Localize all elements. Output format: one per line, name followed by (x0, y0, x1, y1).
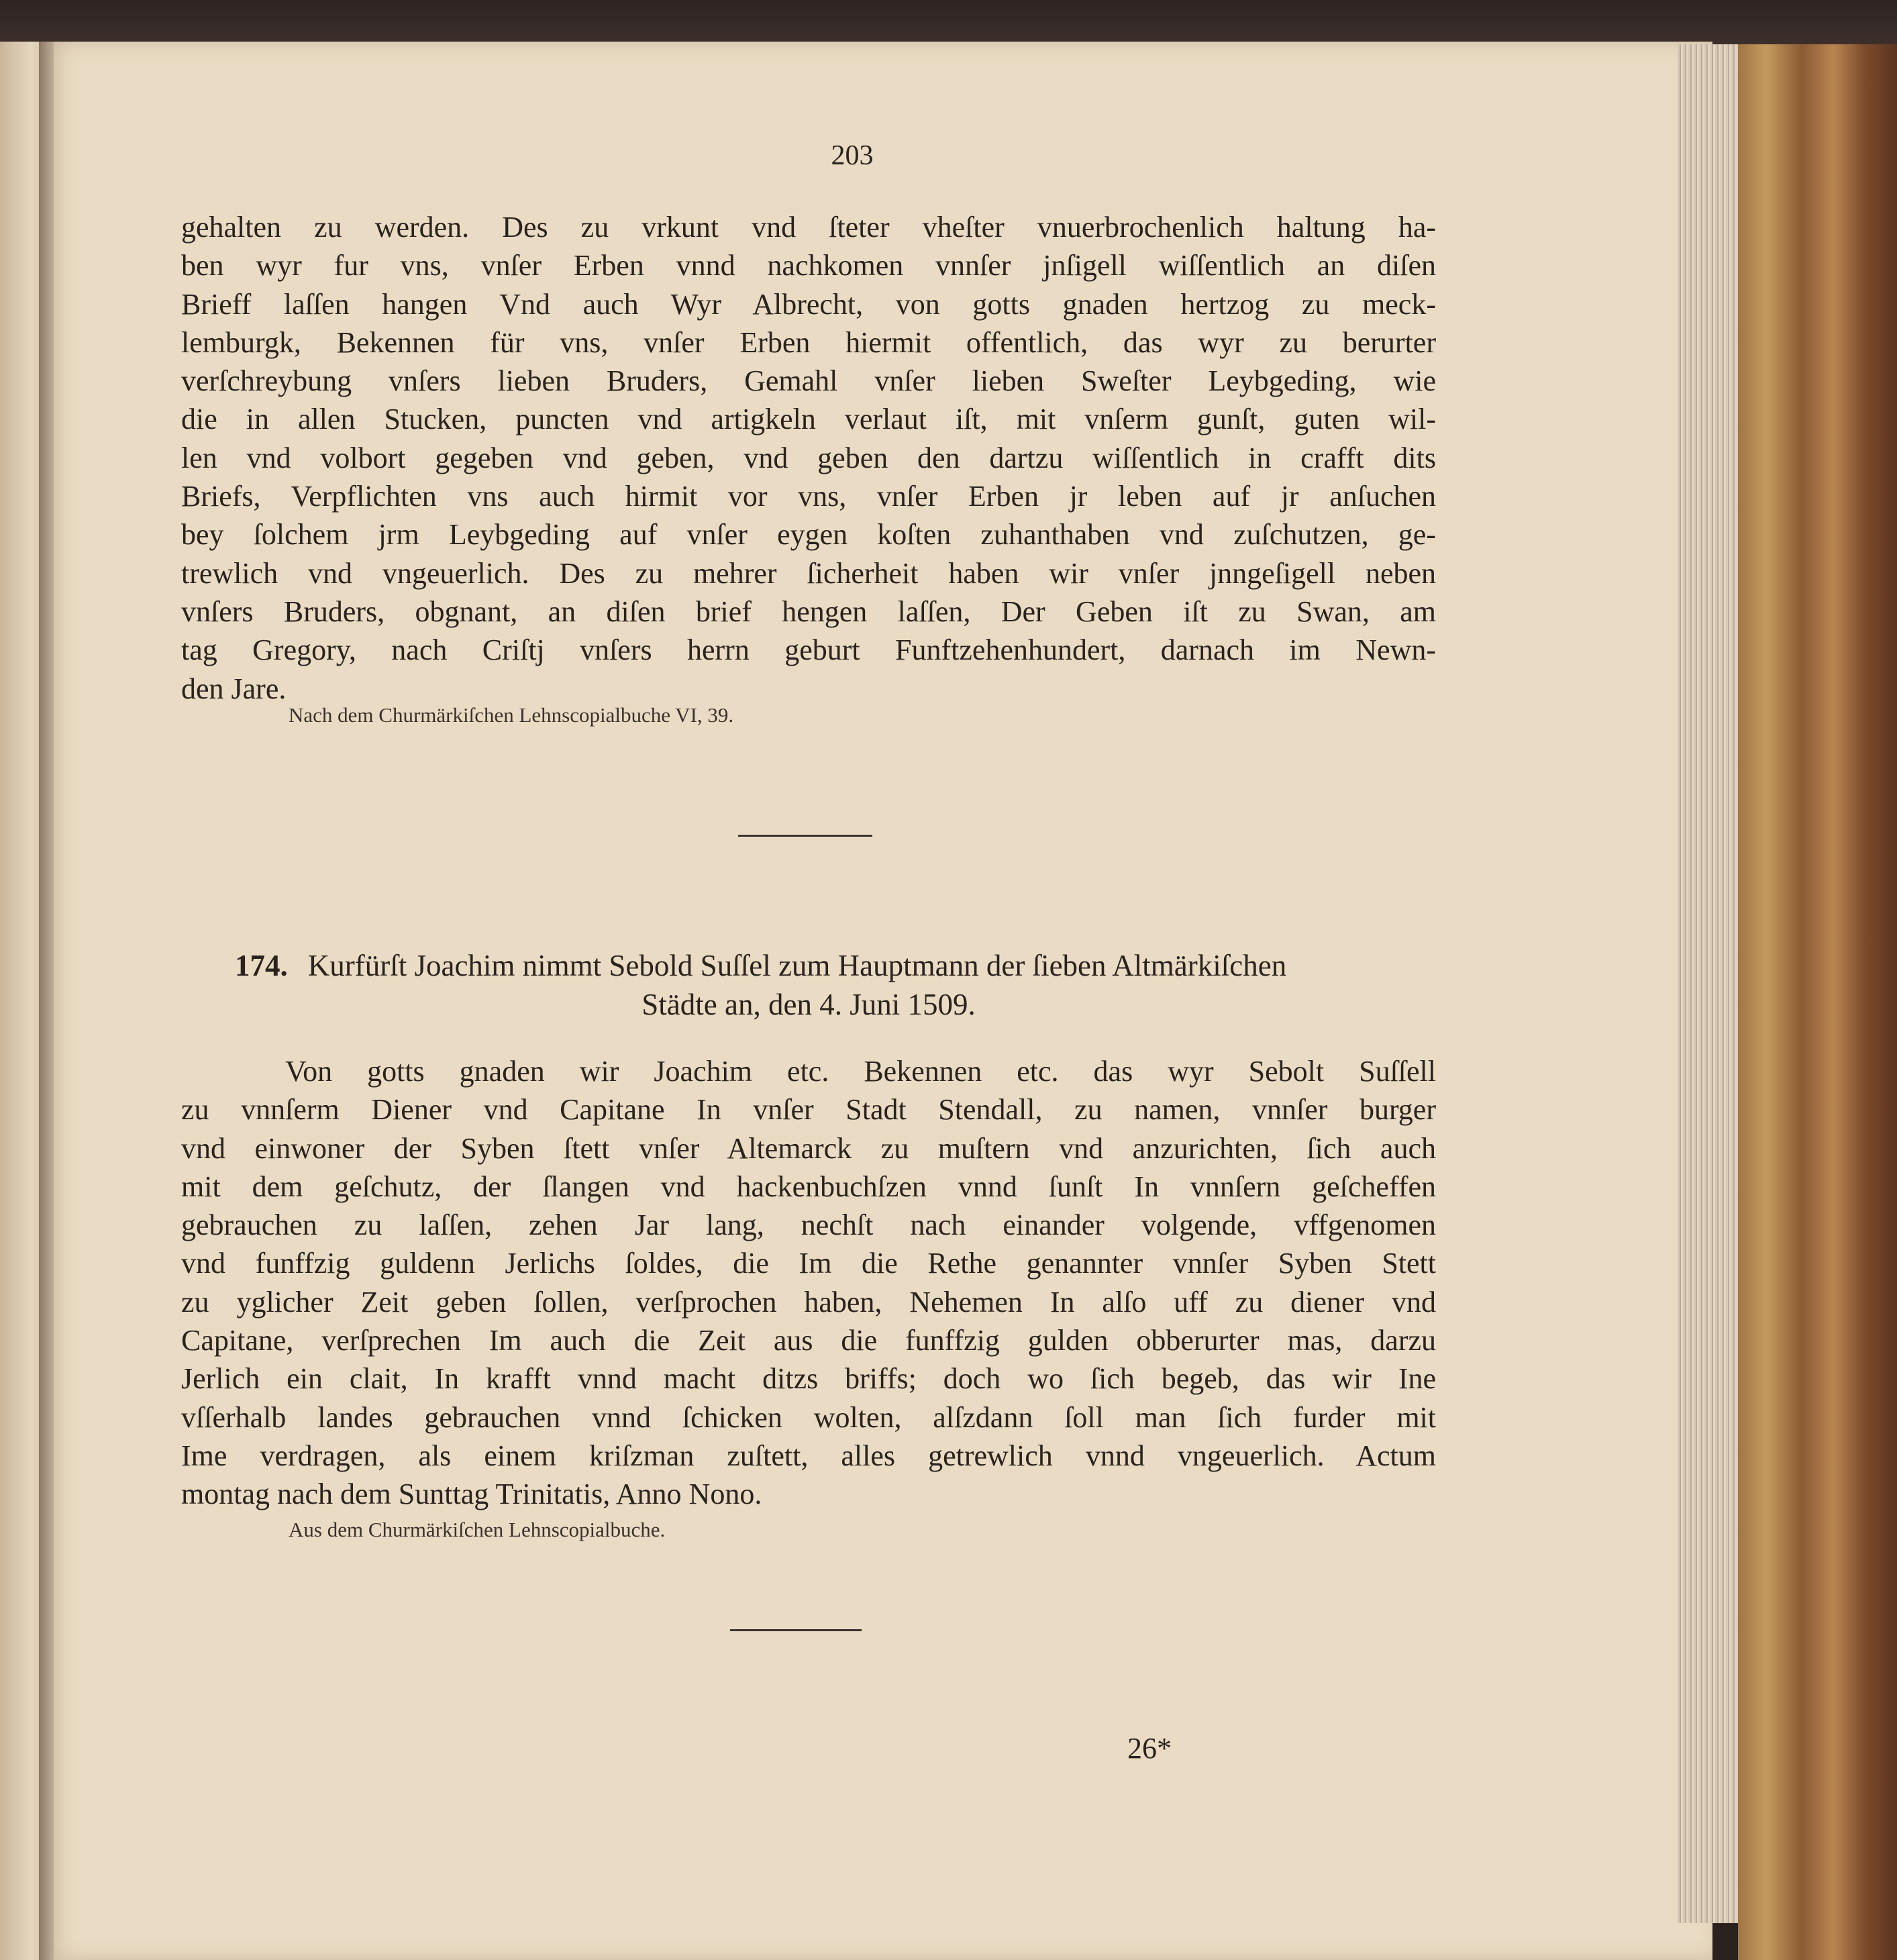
left-page-edge (0, 42, 44, 1960)
heading-title-line-2: Städte an, den 4. Juni 1509. (642, 988, 976, 1021)
text-line: montag nach dem Sunttag Trinitatis, Anno Nono. (181, 1478, 762, 1511)
text-line: Brieff laſſen hangen Vnd auch Wyr Albrecht, von gotts gnaden hertzog zu meck- (181, 287, 1436, 321)
book-top-edge (0, 0, 1897, 44)
paragraph-2 (181, 1052, 1436, 1514)
book-gutter (39, 42, 54, 1960)
book-cover-marbled (1738, 44, 1897, 1960)
text-line: lemburgk, Bekennen für vns, vnſer Erben hiermit offentlich, das wyr zu berurter (181, 325, 1436, 359)
text-line: Ime verdragen, als einem kriſzman zuſtett, alles getrewlich vnnd vngeuerlich. Actum (181, 1439, 1436, 1472)
text-line: gebrauchen zu laſſen, zehen Jar lang, nechſt nach einander volgende, vffgenomen (181, 1208, 1436, 1242)
text-line: zu yglicher Zeit geben ſollen, verſprochen haben, Nehemen In alſo uff zu diener vnd (181, 1285, 1436, 1319)
text-line: den Jare. (181, 672, 287, 705)
text-line: ben wyr fur vns, vnſer Erben vnnd nachkomen vnnſer jnſigell wiſſentlich an diſen (181, 249, 1436, 282)
section-divider (738, 835, 872, 837)
text-line: Jerlich ein clait, In krafft vnnd macht ditzs briffs; doch wo ſich begeb, das wir Ine (181, 1362, 1436, 1396)
text-line: tag Gregory, nach Criſtj vnſers herrn geburt Funftzehenhundert, darnach im Newn- (181, 633, 1436, 667)
document-heading (181, 946, 1436, 1024)
page-edges (1678, 44, 1743, 1923)
document-number: 174. (235, 949, 288, 982)
text-line: vſſerhalb landes gebrauchen vnnd ſchicken wolten, alſzdann ſoll man ſich furder mit (181, 1400, 1436, 1434)
text-line: trewlich vnd vngeuerlich. Des zu mehrer ſicherheit haben wir vnſer jnngeſigell neben (181, 556, 1436, 590)
text-line: Briefs, Verpflichten vns auch hirmit vor vns, vnſer Erben jr leben auf jr anſuchen (181, 480, 1436, 513)
text-line: vnd funffzig guldenn Jerlichs ſoldes, die Im die Rethe genannter vnnſer Syben Stett (181, 1247, 1436, 1280)
text-line: die in allen Stucken, puncten vnd artigkeln verlaut iſt, mit vnſerm gunſt, guten wil- (181, 403, 1436, 436)
source-note-1: Nach dem Churmärkiſchen Lehnscopialbuche VI, 39. (289, 703, 734, 727)
text-line: len vnd volbort gegeben vnd geben, vnd geben den dartzu wiſſentlich in crafft dits (181, 441, 1436, 474)
section-divider (730, 1629, 862, 1631)
text-line: bey ſolchem jrm Leybgeding auf vnſer eygen koſten zuhanthaben vnd zuſchutzen, ge- (181, 518, 1436, 552)
paragraph-1 (181, 208, 1436, 708)
text-line: Capitane, verſprechen Im auch die Zeit aus die funffzig gulden obberurter mas, darzu (181, 1324, 1436, 1357)
signature-mark: 26* (1127, 1732, 1172, 1765)
text-line: zu vnnſerm Diener vnd Capitane In vnſer Stadt Stendall, zu namen, vnnſer burger (181, 1093, 1436, 1127)
text-line: verſchreybung vnſers lieben Bruders, Gemahl vnſer lieben Sweſter Leybgeding, wie (181, 364, 1436, 398)
page-number: 203 (831, 140, 874, 171)
source-note-2: Aus dem Churmärkiſchen Lehnscopialbuche. (289, 1518, 666, 1541)
text-line: Von gotts gnaden wir Joachim etc. Bekennen etc. das wyr Sebolt Suſſell (285, 1055, 1436, 1088)
text-line: gehalten zu werden. Des zu vrkunt vnd ſteter vheſter vnuerbrochenlich haltung ha- (181, 211, 1436, 244)
text-line: mit dem geſchutz, der ſlangen vnd hackenbuchſzen vnnd ſunſt In vnnſern geſcheffen (181, 1170, 1436, 1203)
text-line: vnd einwoner der Syben ſtett vnſer Altemarck zu muſtern vnd anzurichten, ſich auch (181, 1131, 1436, 1165)
text-line: vnſers Bruders, obgnant, an diſen brief hengen laſſen, Der Geben iſt zu Swan, am (181, 595, 1436, 628)
heading-title-line-1: Kurfürſt Joachim nimmt Sebold Suſſel zum Hauptmann der ſieben Altmärkiſchen (307, 949, 1287, 982)
